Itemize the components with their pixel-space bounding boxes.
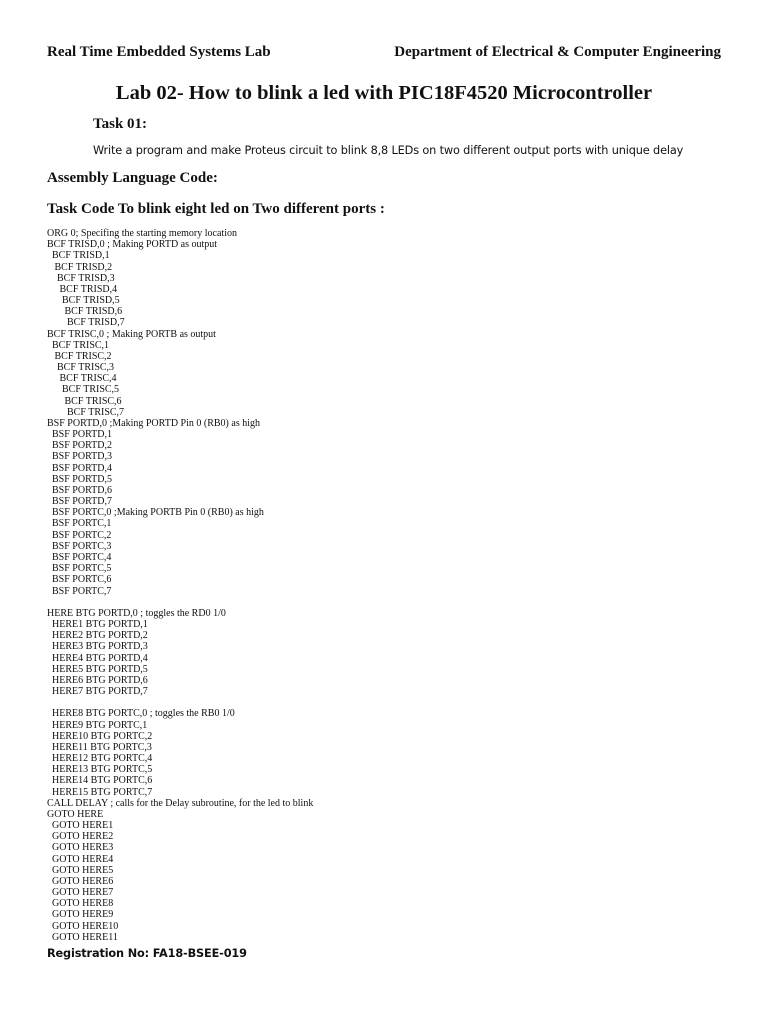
code-line: HERE8 BTG PORTC,0 ; toggles the RB0 1/0: [47, 708, 235, 720]
code-line: BCF TRISC,2: [47, 350, 112, 362]
code-line: BSF PORTD,4: [47, 462, 112, 474]
registration-number: Registration No: FA18-BSEE-019: [47, 947, 247, 960]
department-name: Department of Electrical & Computer Engineering: [394, 44, 721, 60]
code-line: BSF PORTC,4: [47, 551, 112, 563]
code-line: BSF PORTC,7: [47, 585, 112, 597]
code-line: CALL DELAY ; calls for the Delay subroutine, for the led to blink: [47, 797, 314, 809]
code-line: BCF TRISD,1: [47, 250, 110, 262]
code-line: GOTO HERE9: [47, 909, 114, 921]
lab-name: Real Time Embedded Systems Lab: [47, 44, 271, 60]
code-line: GOTO HERE: [47, 808, 104, 820]
code-line: GOTO HERE10: [47, 920, 119, 932]
code-line: BSF PORTC,1: [47, 518, 112, 530]
task-code-heading: Task Code To blink eight led on Two different ports :: [47, 201, 385, 217]
code-line: ORG 0; Specifing the starting memory location: [47, 228, 237, 239]
code-line: HERE10 BTG PORTC,2: [47, 730, 153, 742]
code-line: GOTO HERE6: [47, 875, 114, 887]
code-line: HERE13 BTG PORTC,5: [47, 764, 153, 776]
code-line: BSF PORTD,5: [47, 473, 112, 485]
code-line: BSF PORTD,0 ;Making PORTD Pin 0 (RB0) as high: [47, 417, 260, 429]
code-line: BCF TRISC,4: [47, 373, 117, 385]
code-line: BSF PORTD,1: [47, 429, 112, 441]
code-line: GOTO HERE11: [47, 931, 118, 943]
task-heading: Task 01:: [93, 116, 148, 132]
code-line: HERE9 BTG PORTC,1: [47, 719, 148, 731]
code-line: BSF PORTC,5: [47, 563, 112, 575]
assembly-heading: Assembly Language Code:: [47, 170, 218, 186]
code-line: BCF TRISC,3: [47, 362, 115, 374]
code-line: BCF TRISD,0 ; Making PORTD as output: [47, 239, 218, 251]
document-title: Lab 02- How to blink a led with PIC18F4520 Microcontroller: [115, 82, 653, 104]
code-line: HERE11 BTG PORTC,3: [47, 741, 152, 753]
code-block: [47, 228, 313, 943]
code-line: BCF TRISC,6: [47, 395, 122, 407]
code-line: HERE14 BTG PORTC,6: [47, 775, 153, 787]
code-line: BCF TRISD,4: [47, 283, 118, 295]
code-line: BCF TRISD,3: [47, 272, 115, 284]
code-line: BCF TRISD,7: [47, 317, 125, 329]
task-description: Write a program and make Proteus circuit to blink 8,8 LEDs on two different output ports with unique delay: [93, 144, 684, 157]
code-line: BSF PORTC,6: [47, 574, 112, 586]
code-line: BSF PORTC,2: [47, 529, 112, 541]
code-line: GOTO HERE7: [47, 887, 114, 899]
code-line: GOTO HERE1: [47, 820, 114, 832]
code-line: BCF TRISD,5: [47, 295, 120, 307]
code-line: HERE12 BTG PORTC,4: [47, 753, 153, 765]
code-line: BCF TRISD,6: [47, 306, 123, 318]
code-line: HERE BTG PORTD,0 ; toggles the RD0 1/0: [47, 607, 226, 619]
code-line: GOTO HERE3: [47, 842, 114, 854]
code-line: BCF TRISD,2: [47, 261, 113, 273]
code-line: BSF PORTC,3: [47, 540, 112, 552]
code-line: GOTO HERE8: [47, 898, 114, 910]
code-line: HERE4 BTG PORTD,4: [47, 652, 148, 664]
code-line: GOTO HERE4: [47, 853, 114, 865]
code-line: HERE5 BTG PORTD,5: [47, 663, 148, 675]
code-line: BSF PORTD,3: [47, 451, 112, 463]
code-line: BSF PORTC,0 ;Making PORTB Pin 0 (RB0) as high: [47, 507, 264, 519]
code-line: HERE3 BTG PORTD,3: [47, 641, 148, 653]
code-line: BCF TRISC,0 ; Making PORTB as output: [47, 328, 216, 340]
code-line: GOTO HERE2: [47, 831, 114, 843]
code-line: BSF PORTD,2: [47, 440, 112, 452]
code-line: [47, 597, 313, 608]
code-line: HERE2 BTG PORTD,2: [47, 630, 148, 642]
code-line: BSF PORTD,6: [47, 484, 112, 496]
code-line: HERE7 BTG PORTD,7: [47, 686, 148, 698]
code-line: BSF PORTD,7: [47, 496, 112, 508]
code-line: HERE15 BTG PORTC,7: [47, 786, 153, 798]
code-line: BCF TRISC,5: [47, 384, 120, 396]
code-line: HERE1 BTG PORTD,1: [47, 619, 148, 631]
code-line: GOTO HERE5: [47, 864, 114, 876]
code-line: BCF TRISC,7: [47, 406, 125, 418]
code-line: [47, 697, 313, 708]
code-line: BCF TRISC,1: [47, 339, 110, 351]
code-line: HERE6 BTG PORTD,6: [47, 674, 148, 686]
page-header: [47, 44, 721, 61]
